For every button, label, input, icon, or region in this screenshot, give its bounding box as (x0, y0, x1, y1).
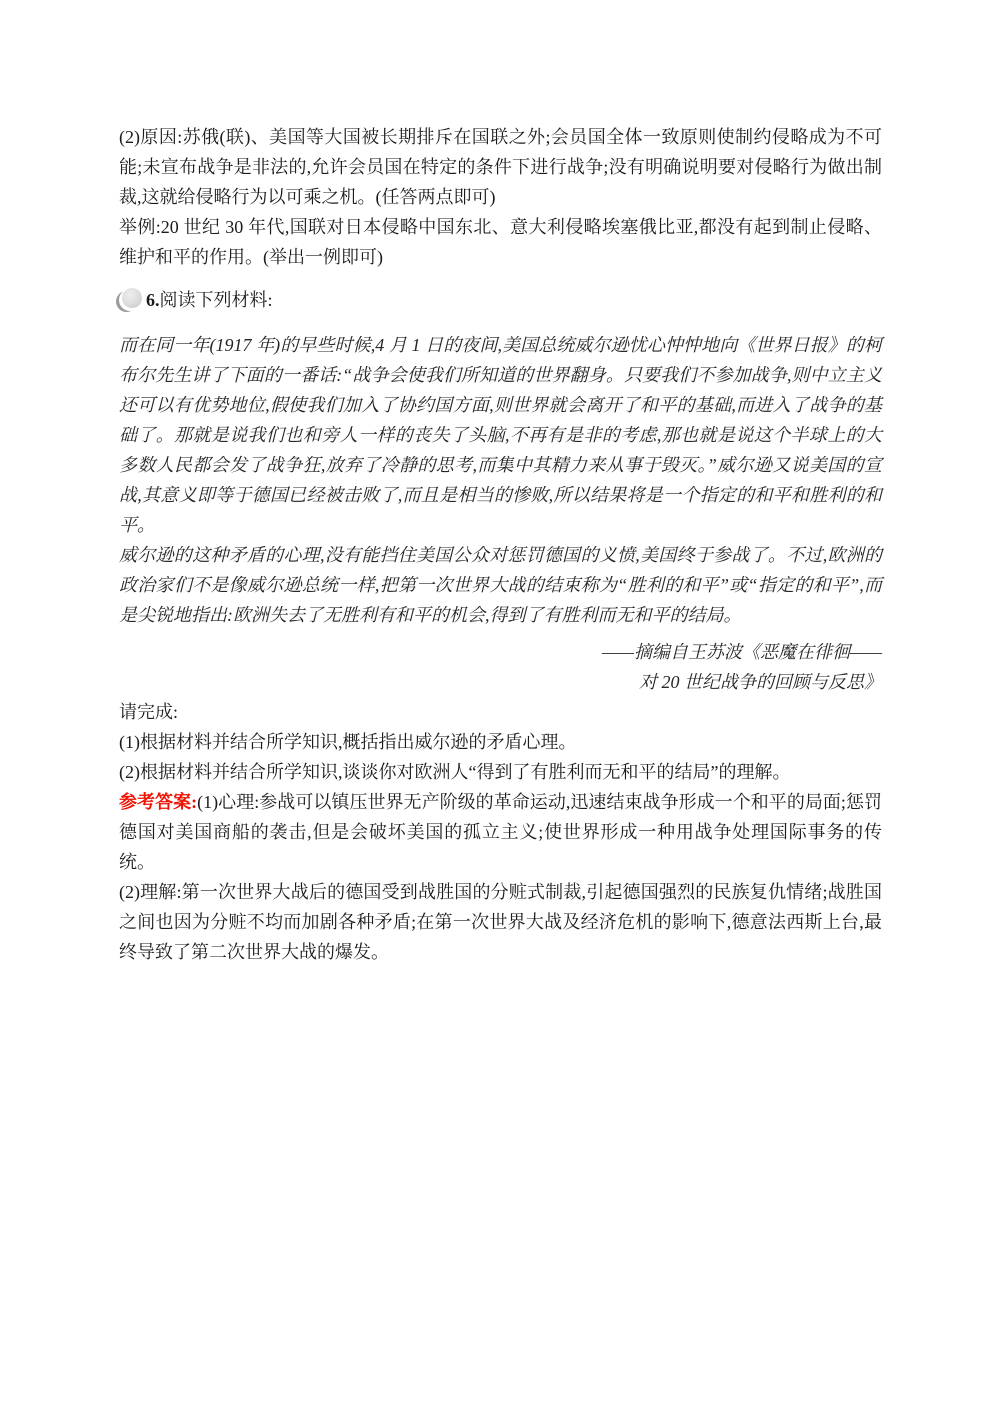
question-number: 6. (146, 290, 160, 310)
attribution-block (119, 637, 882, 697)
prev-answer-example: 举例:20 世纪 30 年代,国联对日本侵略中国东北、意大利侵略埃塞俄比亚,都没有起到制止侵略、维护和平的作用。(举出一例即可) (119, 217, 882, 267)
reference-answer-part2: (2)理解:第一次世界大战后的德国受到战胜国的分赃式制裁,引起德国强烈的民族复仇情绪;战胜国之间也因为分赃不均而加剧各种矛盾;在第一次世界大战及经济危机的影响下,德意法西斯上台,最终导致了第二次世界大战的爆发。 (119, 882, 882, 962)
task-item-2: (2)根据材料并结合所学知识,谈谈你对欧洲人“得到了有胜利而无和平的结局”的理解。 (119, 762, 791, 782)
material-paragraph-2: 威尔逊的这种矛盾的心理,没有能挡住美国公众对惩罚德国的义愤,美国终于参战了。不过,欧洲的政治家们不是像威尔逊总统一样,把第一次世界大战的结束称为“胜利的和平”或“指定的和平”,而是尖锐地指出:欧洲失去了无胜利有和平的机会,得到了有胜利而无和平的结局。 (119, 545, 882, 625)
material-quote-block (119, 330, 882, 697)
attribution-line-2: 对 20 世纪战争的回顾与反思》 (639, 672, 882, 692)
icon-ball-shape (122, 288, 142, 308)
question-prompt: 阅读下列材料: (159, 290, 273, 310)
attribution-line-1: ——摘编自王苏波《恶魔在徘徊—— (601, 642, 882, 662)
document-page (119, 122, 882, 967)
question-6-heading (119, 285, 882, 315)
material-paragraph-1: 而在同一年(1917 年)的早些时候,4 月 1 日的夜间,美国总统威尔逊忧心忡忡地向《世界日报》的柯布尔先生讲了下面的一番话:“战争会使我们所知道的世界翻身。只要我们不参加战争,则中立主义还可以有优势地位,假使我们加入了协约国方面,则世界就会离开了和平的基础,而进入了战争的基础了。那就是说我们也和旁人一样的丧失了头脑,不再有是非的考虑,那也就是说这个半球上的大多数人民都会发了战争狂,放弃了冷静的思考,而集中其精力来从事于毁灭。”威尔逊又说美国的宣战,其意义即等于德国已经被击败了,而且是相当的惨败,所以结果将是一个指定的和平和胜利的和平。 (119, 335, 882, 535)
reference-answer-part1 (119, 787, 882, 877)
reference-answer-label: 参考答案: (119, 792, 198, 812)
task-item-1: (1)根据材料并结合所学知识,概括指出威尔逊的矛盾心理。 (119, 732, 577, 752)
reference-answer-text-1: (1)心理:参战可以镇压世界无产阶级的革命运动,迅速结束战争形成一个和平的局面;惩罚德国对美国商船的袭击,但是会破坏美国的孤立主义;使世界形成一种用战争处理国际事务的传统。 (119, 792, 882, 872)
tasks-intro: 请完成: (119, 702, 179, 722)
prev-answer-reason: (2)原因:苏俄(联)、美国等大国被长期排斥在国联之外;会员国全体一致原则使制约侵略成为不可能;未宣布战争是非法的,允许会员国在特定的条件下进行战争;没有明确说明要对侵略行为做出制裁,这就给侵略行为以可乘之机。(任答两点即可) (119, 127, 882, 207)
sphere-bullet-icon (116, 288, 144, 312)
